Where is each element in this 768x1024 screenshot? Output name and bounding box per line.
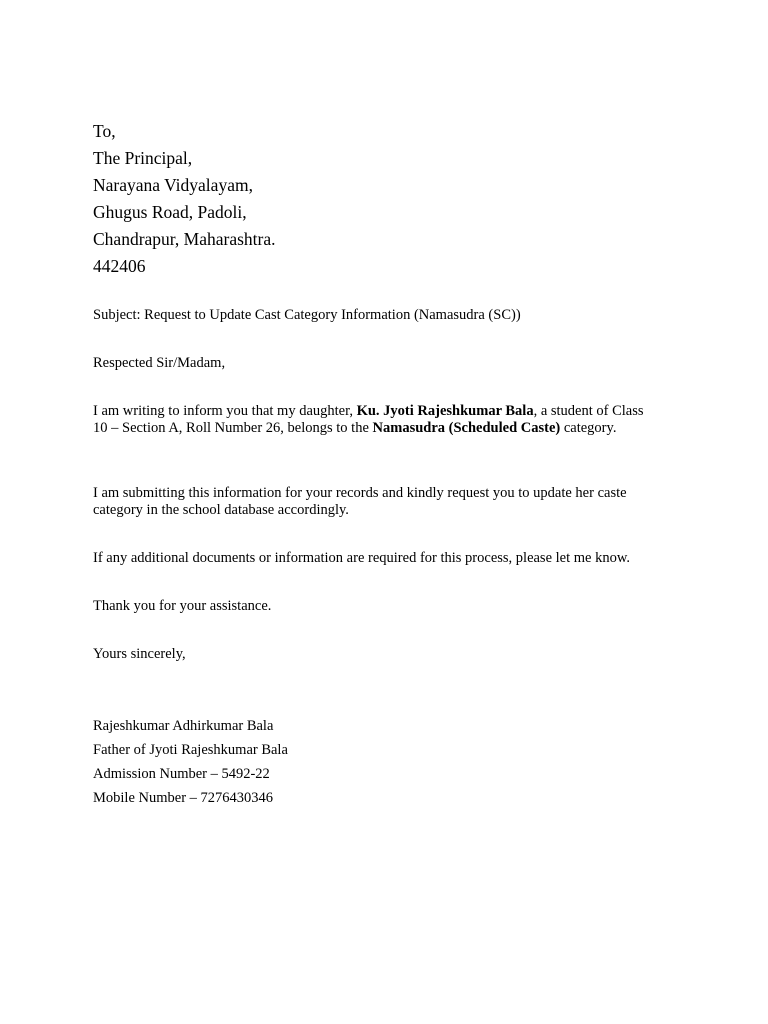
address-to: To, <box>93 121 116 141</box>
subject-line: Subject: Request to Update Cast Category Information (Namasudra (SC)) <box>93 307 521 323</box>
recipient-address <box>93 118 693 280</box>
paragraph-1-text-3: category. <box>560 420 617 436</box>
address-line-1: The Principal, <box>93 148 193 168</box>
mobile-number: Mobile Number – 7276430346 <box>93 790 274 806</box>
thanks-line: Thank you for your assistance. <box>93 598 272 614</box>
signer-relation: Father of Jyoti Rajeshkumar Bala <box>93 742 288 758</box>
address-pincode: 442406 <box>93 256 146 276</box>
student-name: Ku. Jyoti Rajeshkumar Bala <box>356 403 534 419</box>
address-line-2: Narayana Vidyalayam, <box>93 175 253 195</box>
paragraph-3: If any additional documents or information are required for this process, please let me know. <box>93 550 631 566</box>
signature-block <box>93 714 693 810</box>
address-line-3: Ghugus Road, Padoli, <box>93 202 247 222</box>
address-line-4: Chandrapur, Maharashtra. <box>93 229 276 249</box>
admission-number: Admission Number – 5492-22 <box>93 766 270 782</box>
signer-name: Rajeshkumar Adhirkumar Bala <box>93 718 274 734</box>
greeting: Respected Sir/Madam, <box>93 355 226 371</box>
paragraph-1-text-2: , a student of Class 10 – Section A, Roll Number 26, belongs to the <box>93 403 644 436</box>
caste-category: Namasudra (Scheduled Caste) <box>372 420 561 436</box>
closing-line: Yours sincerely, <box>93 646 186 662</box>
paragraph-1-text-1: I am writing to inform you that my daughter, <box>93 403 357 419</box>
paragraph-1 <box>93 403 653 437</box>
paragraph-2: I am submitting this information for your records and kindly request you to update her caste category in the school database accordingly. <box>93 485 627 518</box>
